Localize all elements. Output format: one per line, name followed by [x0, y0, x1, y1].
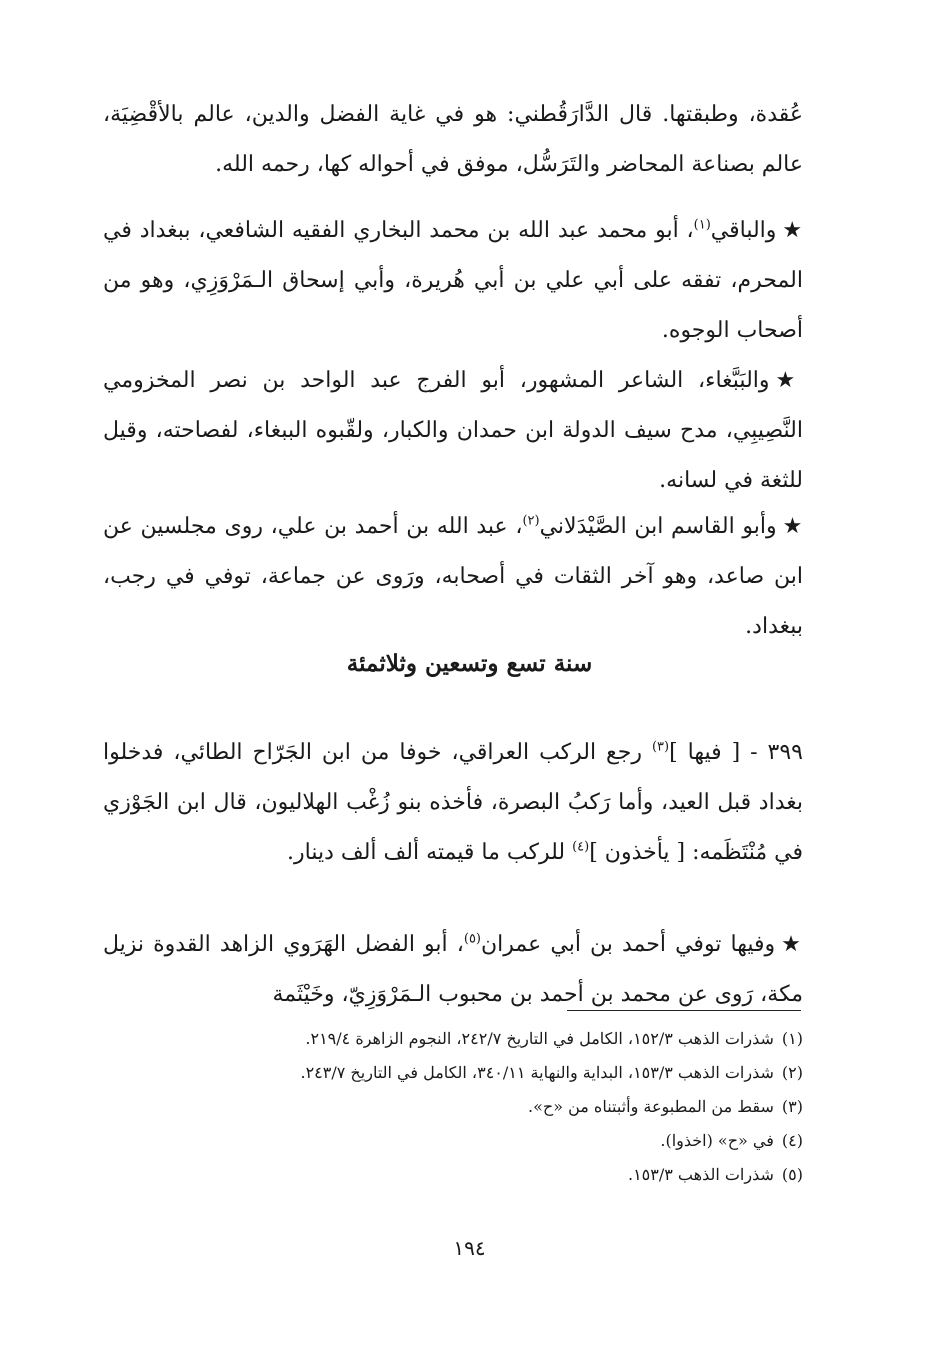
star-icon: ★ [782, 218, 803, 243]
footnote-divider [567, 1010, 801, 1011]
footnote-number: (٤) [781, 1131, 803, 1150]
footnote-ref: (١) [693, 217, 711, 233]
footnote [103, 1022, 803, 1056]
footnote-ref: (٤) [572, 839, 590, 855]
footnote-ref: (٥) [463, 931, 481, 947]
footnote-text: شذرات الذهب ١٥٢/٣، الكامل في التاريخ ٢٤٢/٧، النجوم الزاهرة ٢١٩/٤. [305, 1029, 774, 1048]
footnote [103, 1124, 803, 1158]
entry-text: والبَبَّغاء، الشاعر المشهور، أبو الفرج عبد الواحد بن نصر المخزومي النَّصِيبِي، مدح سيف الدولة ابن حمدان والكبار، ولقّبوه الببغاء، لفصاحته، وقيل للثغة في لسانه. [103, 368, 804, 493]
footnote [103, 1056, 803, 1090]
footnote-number: (١) [781, 1029, 803, 1048]
footnote-number: (٢) [781, 1063, 803, 1082]
footnotes [103, 1022, 803, 1192]
entry-text: ، أبو محمد عبد الله بن محمد البخاري الفقيه الشافعي، ببغداد في المحرم، تفقه على أبي علي بن أبي هُريرة، وأبي إسحاق الـمَرْوَزِي، وهو من أصحاب الوجوه. [103, 218, 803, 343]
entry-text: ، أبو الفضل الهَرَوي الزاهد القدوة نزيل مكة، رَوى عن محمد بن أحمد بن محبوب الـمَرْوَزِيّ، وخَيْثَمة [103, 932, 803, 1007]
entry-ahmad-ibn-abi-imran [103, 920, 803, 1020]
entry-text: رجع الركب العراقي، خوفا من ابن الجَرّاح الطائي، فدخلوا بغداد قبل العيد، وأما رَكبُ البصرة، فأخذه بنو زُغْب الهلاليون، قال ابن الجَوْزي في مُنْتَظَمه: [ يأخذون ] [103, 740, 803, 865]
star-icon: ★ [782, 514, 804, 539]
footnote-ref: (٢) [522, 513, 540, 529]
footnote [103, 1090, 803, 1124]
year-399-entry [103, 728, 803, 878]
star-icon: ★ [775, 368, 803, 393]
entry-al-babbagha [103, 356, 803, 506]
footnote [103, 1158, 803, 1192]
entry-text: ٣٩٩ - [ فيها ] [669, 740, 803, 765]
footnote-text: في «ح» (اخذوا). [660, 1131, 774, 1150]
footnote-text: شذرات الذهب ١٥٣/٣. [627, 1165, 774, 1184]
entry-text: للركب ما قيمته ألف ألف دينار. [287, 840, 566, 865]
entry-al-baqi [103, 206, 803, 356]
star-icon: ★ [781, 932, 804, 957]
page-number: ١٩٤ [453, 1236, 486, 1260]
paragraph-continuation: عُقدة، وطبقتها. قال الدَّارَقُطني: هو في غاية الفضل والدين، عالم بالأقْضِيَة، عالم بصناعة المحاضر والتَرَسُّل، موفق في أحواله كها، رحمه الله. [103, 102, 803, 177]
footnote-text: شذرات الذهب ١٥٣/٣، البداية والنهاية ٣٤٠/١١، الكامل في التاريخ ٢٤٣/٧. [300, 1063, 774, 1082]
entry-ibn-al-saydalani [103, 502, 803, 652]
footnote-text: سقط من المطبوعة وأثبتناه من «ح». [528, 1097, 774, 1116]
entry-text: ، عبد الله بن أحمد بن علي، روى مجلسين عن ابن صاعد، وهو آخر الثقات في أصحابه، ورَوى عن جماعة، توفي في رجب، ببغداد. [103, 514, 803, 639]
footnote-number: (٣) [781, 1097, 803, 1116]
footnote-number: (٥) [781, 1165, 803, 1184]
entry-text: والباقي [710, 218, 777, 243]
footnote-ref: (٣) [651, 739, 670, 755]
entry-text: وفيها توفي أحمد بن أبي عمران [481, 932, 776, 957]
entry-text: وأبو القاسم ابن الصَّيْدَلاني [539, 514, 777, 539]
section-heading: سنة تسع وتسعين وثلاثمئة [346, 650, 593, 677]
